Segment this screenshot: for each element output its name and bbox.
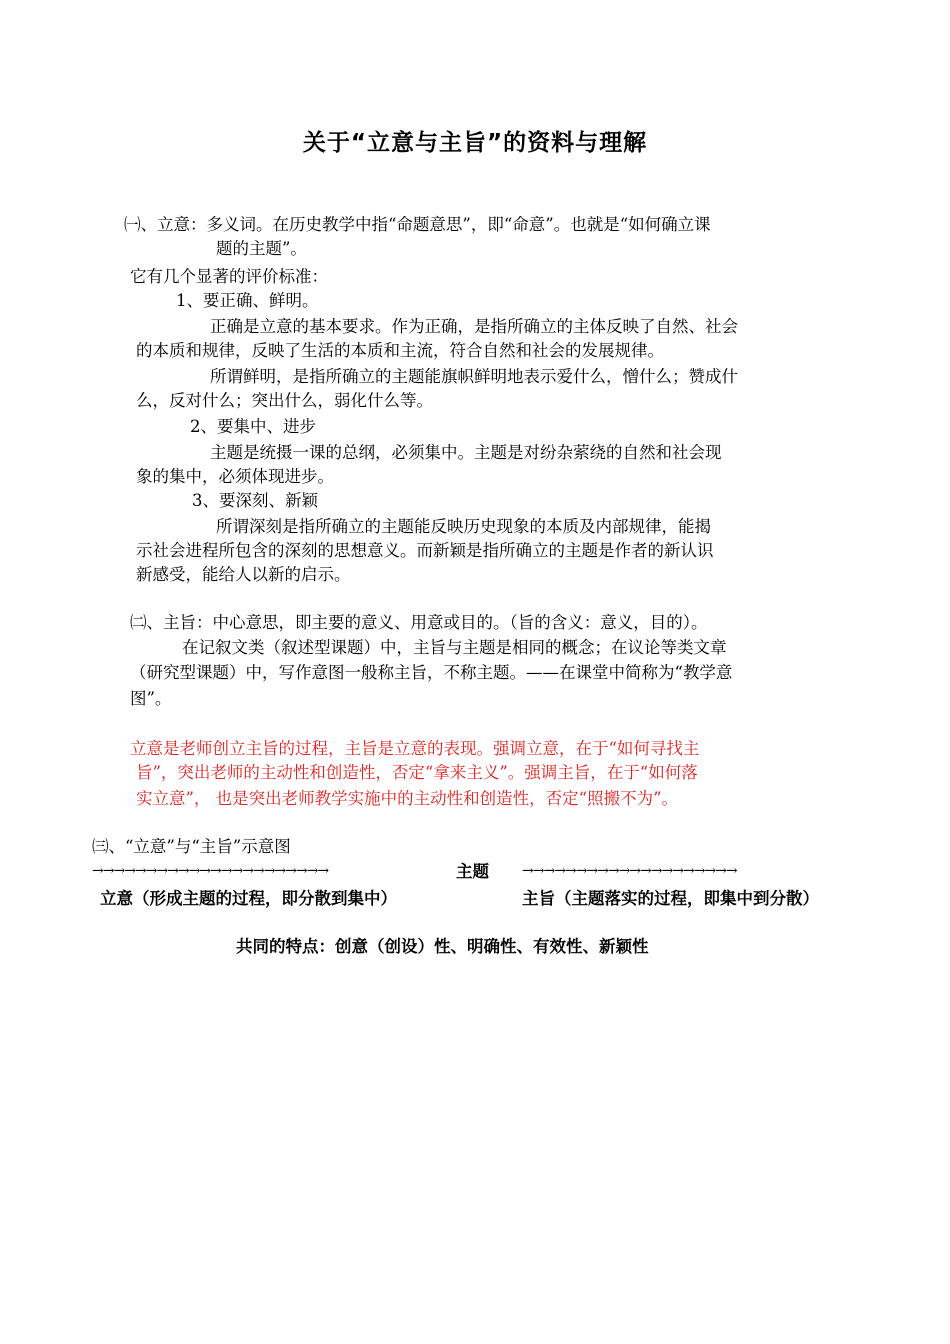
item3-heading: 3、要深刻、新颖 xyxy=(192,491,318,510)
section2-line1: ㈡、主旨：中心意思，即主要的意义、用意或目的。（旨的含义：意义，目的）。 xyxy=(130,613,708,632)
item1-p1-line1: 正确是立意的基本要求。作为正确，是指所确立的主体反映了自然、社会 xyxy=(210,317,738,336)
left-arrow-row: →→→→→→→→→→→→→→→→→→→→→→ xyxy=(92,863,329,879)
section2-line4: 图”。 xyxy=(130,689,172,708)
center-label-theme: 主题 xyxy=(456,862,489,881)
right-caption: 主旨（主题落实的过程，即集中到分散） xyxy=(522,889,819,908)
item1-heading: 1、要正确、鲜明。 xyxy=(176,291,319,310)
section1-line2: 题的主题”。 xyxy=(216,239,307,258)
right-arrow-row: →→→→→→→→→→→→→→→→→→→→ xyxy=(522,863,737,879)
section2-line2: 在记叙文类（叙述型课题）中，主旨与主题是相同的概念；在议论等类文章 xyxy=(182,638,727,657)
section1-line1: ㈠、立意：多义词。在历史教学中指“命题意思”，即“命意”。也就是“如何确立课 xyxy=(124,215,711,234)
section2-line3: （研究型课题）中，写作意图一般称主旨，不称主题。——在课堂中简称为“教学意 xyxy=(130,663,733,682)
page-title: 关于“立意与主旨”的资料与理解 xyxy=(302,130,648,156)
left-caption: 立意（形成主题的过程，即分散到集中） xyxy=(100,889,397,908)
item1-p1-line2: 的本质和规律，反映了生活的本质和主流，符合自然和社会的发展规律。 xyxy=(136,341,664,360)
criteria-intro: 它有几个显著的评价标准： xyxy=(130,267,328,286)
emphasis-line3: 实立意”， 也是突出老师教学实施中的主动性和创造性，否定“照搬不为”。 xyxy=(136,789,679,808)
emphasis-line2: 旨”，突出老师的主动性和创造性，否定“拿来主义”。强调主旨，在于“如何落 xyxy=(136,763,698,782)
item1-p2-line2: 么，反对什么；突出什么，弱化什么等。 xyxy=(136,391,433,410)
section3-heading: ㈢、“立意”与“主旨”示意图 xyxy=(92,837,291,856)
item3-p-line2: 示社会进程所包含的深刻的思想意义。而新颖是指所确立的主题是作者的新认识 xyxy=(136,541,714,560)
common-features: 共同的特点：创意（创设）性、明确性、有效性、新颖性 xyxy=(236,937,649,956)
item2-p-line2: 象的集中，必须体现进步。 xyxy=(136,467,334,486)
item2-heading: 2、要集中、进步 xyxy=(190,417,316,436)
item1-p2-line1: 所谓鲜明，是指所确立的主题能旗帜鲜明地表示爱什么，憎什么；赞成什 xyxy=(210,367,738,386)
item2-p-line1: 主题是统摄一课的总纲，必须集中。主题是对纷杂萦绕的自然和社会现 xyxy=(210,443,722,462)
item3-p-line1: 所谓深刻是指所确立的主题能反映历史现象的本质及内部规律，能揭 xyxy=(216,517,711,536)
item3-p-line3: 新感受，能给人以新的启示。 xyxy=(136,565,351,584)
emphasis-line1: 立意是老师创立主旨的过程，主旨是立意的表现。强调立意，在于“如何寻找主 xyxy=(130,739,700,758)
